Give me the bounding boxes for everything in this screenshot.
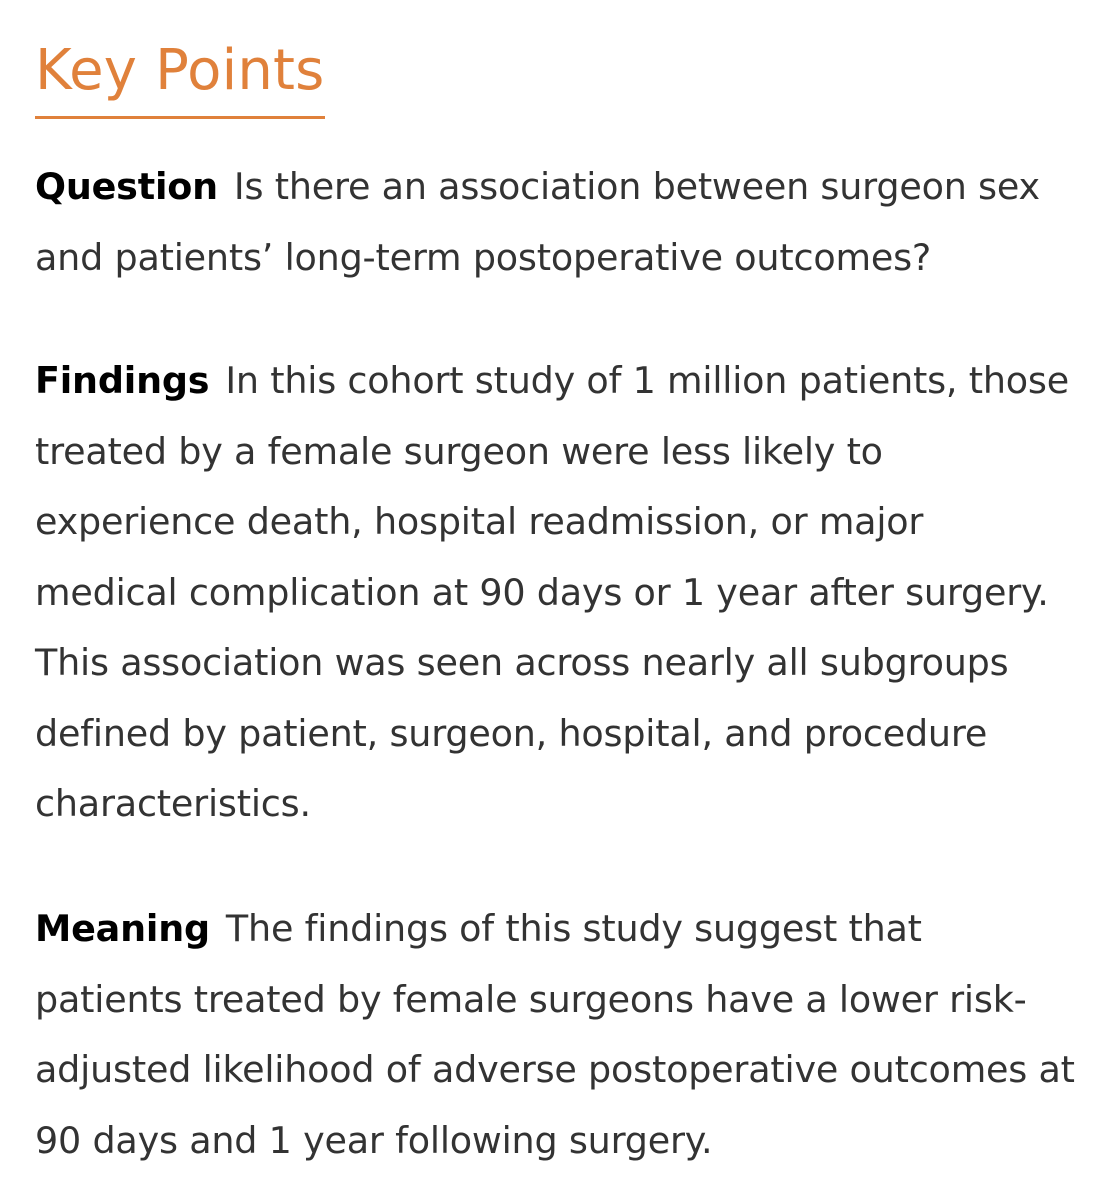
question-label: Question [35, 165, 218, 208]
meaning-text: The findings of this study suggest that patients treated by female surgeons have a lower risk-adjusted likelihood of adverse postoperative outcomes at 90 days and 1 year following surgery. [35, 907, 1075, 1162]
key-points-heading-underline [35, 36, 325, 119]
findings-section [35, 346, 1075, 840]
meaning-label: Meaning [35, 907, 210, 950]
findings-text: In this cohort study of 1 million patients, those treated by a female surgeon were less likely to experience death, hospital readmission, or major medical complication at 90 days or 1 year after surgery. This association was seen across nearly all subgroups defined by patient, surgeon, hospital, and procedure characteristics. [35, 359, 1069, 825]
findings-label: Findings [35, 359, 210, 402]
question-section [35, 152, 1075, 293]
question-text: Is there an association between surgeon sex and patients’ long-term postoperative outcomes? [35, 165, 1040, 279]
key-points-heading: Key Points [35, 38, 325, 103]
meaning-section [35, 894, 1075, 1176]
